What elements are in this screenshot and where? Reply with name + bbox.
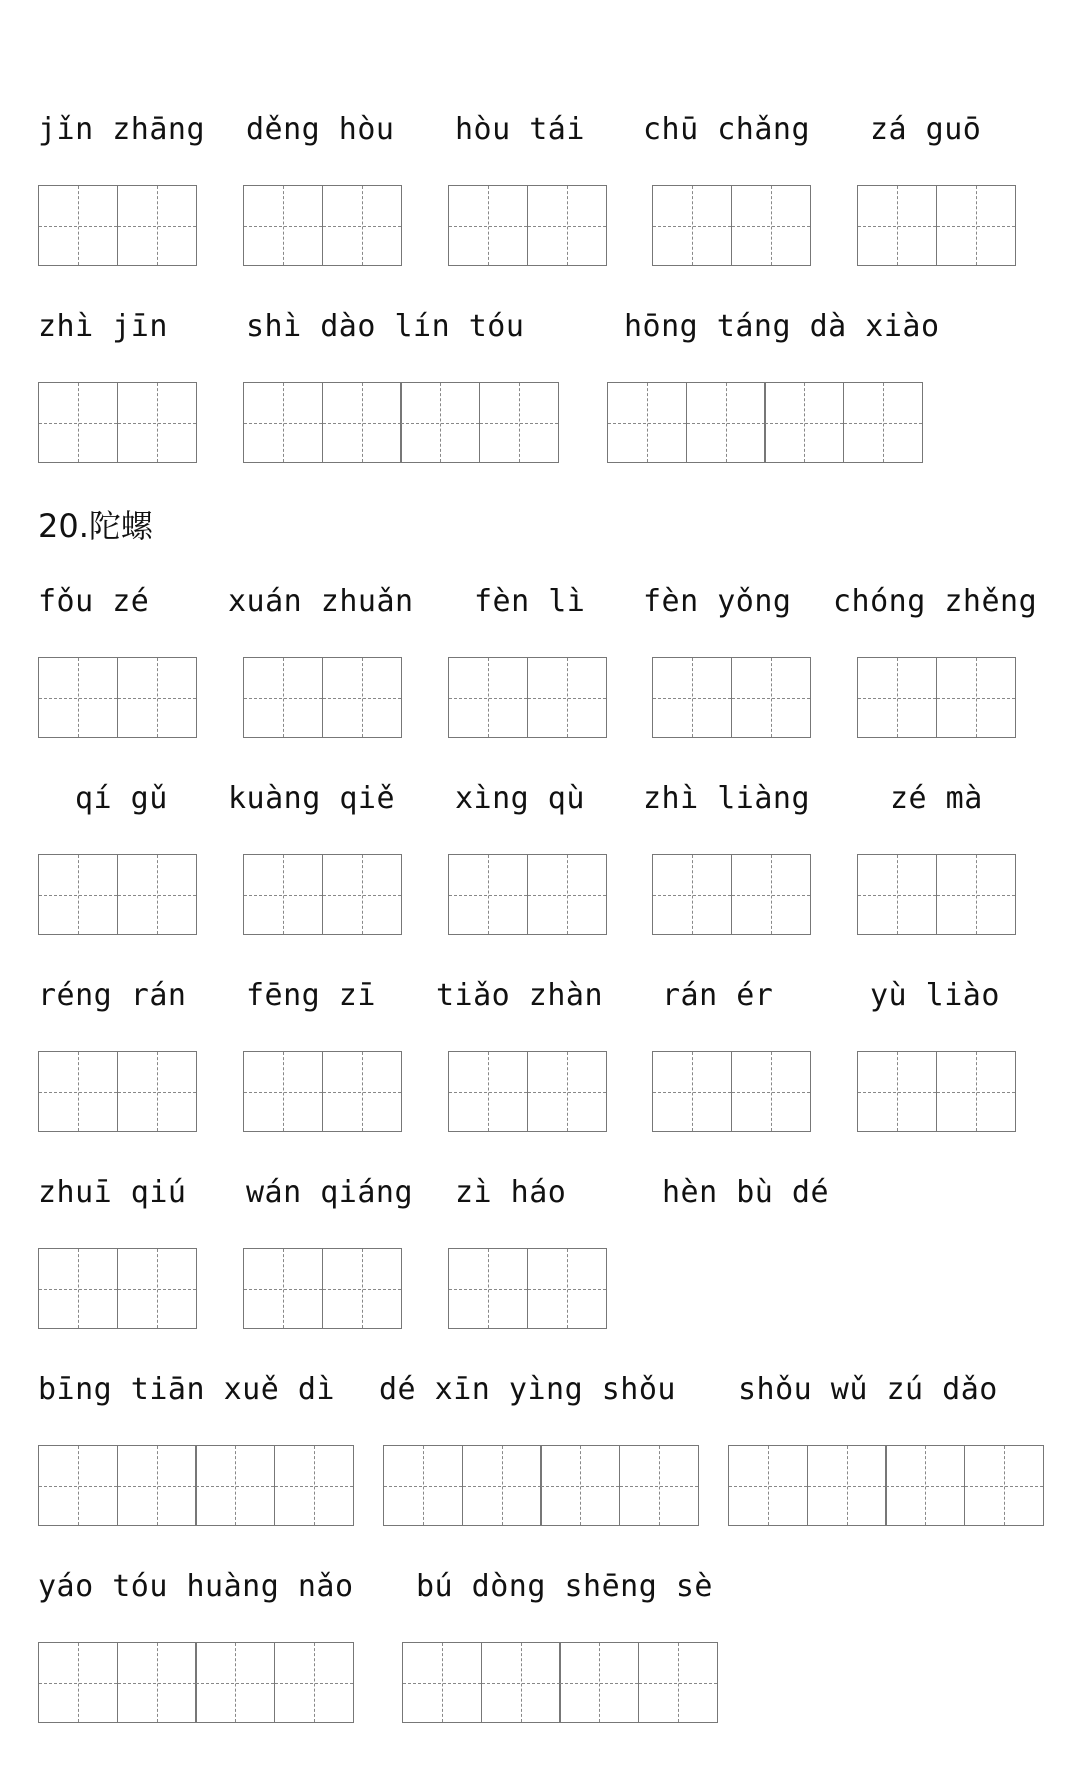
tianzige-cell[interactable] [527, 185, 607, 266]
writing-grid [448, 1248, 607, 1329]
tianzige-cell[interactable] [117, 1642, 197, 1723]
pinyin-label: chóng zhěng [833, 584, 1038, 619]
tianzige-cell[interactable] [448, 657, 528, 738]
tianzige-cell[interactable] [38, 1445, 118, 1526]
tianzige-cell[interactable] [731, 1051, 811, 1132]
pinyin-label: zá guō [870, 112, 982, 147]
writing-grid [652, 854, 811, 935]
tianzige-cell[interactable] [274, 1642, 354, 1723]
tianzige-cell[interactable] [117, 1051, 197, 1132]
tianzige-cell[interactable] [117, 382, 197, 463]
tianzige-cell[interactable] [936, 854, 1016, 935]
tianzige-cell[interactable] [481, 1642, 561, 1723]
pinyin-label: jǐn zhāng [38, 112, 206, 147]
writing-grid [38, 657, 197, 738]
tianzige-cell[interactable] [728, 1445, 808, 1526]
pinyin-label: fèn yǒng [643, 584, 792, 619]
tianzige-cell[interactable] [448, 185, 528, 266]
writing-grid [652, 657, 811, 738]
tianzige-cell[interactable] [857, 185, 937, 266]
writing-grid [652, 185, 811, 266]
writing-grid [857, 185, 1016, 266]
section-title: 20.陀螺 [38, 507, 153, 545]
tianzige-cell[interactable] [243, 1051, 323, 1132]
pinyin-label: hèn bù dé [662, 1175, 830, 1210]
tianzige-cell[interactable] [843, 382, 923, 463]
pinyin-label: dé xīn yìng shǒu [379, 1372, 676, 1407]
tianzige-cell[interactable] [117, 1248, 197, 1329]
writing-grid [38, 1051, 197, 1132]
writing-grid [383, 1445, 699, 1526]
tianzige-cell[interactable] [38, 657, 118, 738]
tianzige-cell[interactable] [117, 185, 197, 266]
tianzige-cell[interactable] [731, 854, 811, 935]
tianzige-cell[interactable] [857, 854, 937, 935]
writing-grid [652, 1051, 811, 1132]
writing-grid [728, 1445, 1044, 1526]
writing-grid [38, 854, 197, 935]
tianzige-cell[interactable] [448, 1248, 528, 1329]
pinyin-label: qí gǔ [75, 781, 168, 816]
pinyin-label: fèn lì [474, 584, 586, 619]
writing-grid [243, 854, 402, 935]
pinyin-label: fēng zī [246, 978, 376, 1013]
writing-grid [243, 185, 402, 266]
pinyin-label: hōng táng dà xiào [624, 309, 940, 344]
pinyin-label: wán qiáng [246, 1175, 414, 1210]
writing-grid [243, 1051, 402, 1132]
writing-grid [38, 382, 197, 463]
tianzige-cell[interactable] [652, 657, 732, 738]
tianzige-cell[interactable] [243, 382, 323, 463]
tianzige-cell[interactable] [243, 854, 323, 935]
tianzige-cell[interactable] [195, 1445, 275, 1526]
tianzige-cell[interactable] [38, 1248, 118, 1329]
tianzige-cell[interactable] [652, 1051, 732, 1132]
tianzige-cell[interactable] [764, 382, 844, 463]
pinyin-label: hòu tái [455, 112, 585, 147]
tianzige-cell[interactable] [38, 185, 118, 266]
tianzige-cell[interactable] [274, 1445, 354, 1526]
pinyin-label: kuàng qiě [228, 781, 396, 816]
pinyin-label: chū chǎng [643, 112, 811, 147]
tianzige-cell[interactable] [322, 1248, 402, 1329]
tianzige-cell[interactable] [402, 1642, 482, 1723]
pinyin-label: zhuī qiú [38, 1175, 187, 1210]
pinyin-label: děng hòu [246, 112, 395, 147]
writing-grid [448, 854, 607, 935]
tianzige-cell[interactable] [527, 854, 607, 935]
tianzige-cell[interactable] [559, 1642, 639, 1723]
writing-grid [402, 1642, 718, 1723]
writing-grid [857, 854, 1016, 935]
tianzige-cell[interactable] [686, 382, 766, 463]
tianzige-cell[interactable] [527, 657, 607, 738]
tianzige-cell[interactable] [117, 1445, 197, 1526]
tianzige-cell[interactable] [885, 1445, 965, 1526]
tianzige-cell[interactable] [243, 185, 323, 266]
tianzige-cell[interactable] [936, 185, 1016, 266]
pinyin-label: bú dòng shēng sè [416, 1569, 713, 1604]
pinyin-label: xuán zhuǎn [228, 584, 414, 619]
tianzige-cell[interactable] [195, 1642, 275, 1723]
pinyin-label: yù liào [870, 978, 1000, 1013]
pinyin-label: shì dào lín tóu [246, 309, 525, 344]
pinyin-label: yáo tóu huàng nǎo [38, 1569, 354, 1604]
tianzige-cell[interactable] [540, 1445, 620, 1526]
tianzige-cell[interactable] [479, 382, 559, 463]
tianzige-cell[interactable] [857, 1051, 937, 1132]
tianzige-cell[interactable] [117, 854, 197, 935]
pinyin-label: tiǎo zhàn [436, 978, 604, 1013]
writing-grid [38, 1445, 354, 1526]
tianzige-cell[interactable] [527, 1248, 607, 1329]
writing-grid [243, 657, 402, 738]
tianzige-cell[interactable] [964, 1445, 1044, 1526]
tianzige-cell[interactable] [448, 854, 528, 935]
tianzige-cell[interactable] [652, 854, 732, 935]
tianzige-cell[interactable] [619, 1445, 699, 1526]
tianzige-cell[interactable] [527, 1051, 607, 1132]
tianzige-cell[interactable] [38, 1051, 118, 1132]
tianzige-cell[interactable] [936, 657, 1016, 738]
tianzige-cell[interactable] [38, 854, 118, 935]
tianzige-cell[interactable] [243, 1248, 323, 1329]
writing-grid [243, 382, 559, 463]
pinyin-label: shǒu wǔ zú dǎo [738, 1372, 998, 1407]
pinyin-label: zé mà [890, 781, 983, 816]
pinyin-label: zhì liàng [643, 781, 811, 816]
tianzige-cell[interactable] [857, 657, 937, 738]
writing-grid [38, 185, 197, 266]
writing-grid [857, 657, 1016, 738]
writing-grid [607, 382, 923, 463]
tianzige-cell[interactable] [322, 185, 402, 266]
tianzige-cell[interactable] [322, 854, 402, 935]
writing-grid [448, 657, 607, 738]
tianzige-cell[interactable] [38, 382, 118, 463]
writing-grid [38, 1642, 354, 1723]
tianzige-cell[interactable] [38, 1642, 118, 1723]
pinyin-label: fǒu zé [38, 584, 150, 619]
tianzige-cell[interactable] [322, 657, 402, 738]
writing-grid [857, 1051, 1016, 1132]
tianzige-cell[interactable] [322, 382, 402, 463]
tianzige-cell[interactable] [400, 382, 480, 463]
tianzige-cell[interactable] [807, 1445, 887, 1526]
tianzige-cell[interactable] [462, 1445, 542, 1526]
tianzige-cell[interactable] [731, 657, 811, 738]
tianzige-cell[interactable] [322, 1051, 402, 1132]
pinyin-label: zì háo [455, 1175, 567, 1210]
tianzige-cell[interactable] [117, 657, 197, 738]
writing-grid [448, 185, 607, 266]
tianzige-cell[interactable] [448, 1051, 528, 1132]
writing-grid [38, 1248, 197, 1329]
pinyin-label: bīng tiān xuě dì [38, 1372, 335, 1407]
pinyin-label: zhì jīn [38, 309, 168, 344]
pinyin-label: rán ér [662, 978, 774, 1013]
tianzige-cell[interactable] [731, 185, 811, 266]
pinyin-label: xìng qù [455, 781, 585, 816]
tianzige-cell[interactable] [243, 657, 323, 738]
pinyin-label: réng rán [38, 978, 187, 1013]
tianzige-cell[interactable] [638, 1642, 718, 1723]
tianzige-cell[interactable] [383, 1445, 463, 1526]
writing-grid [448, 1051, 607, 1132]
tianzige-cell[interactable] [936, 1051, 1016, 1132]
writing-grid [243, 1248, 402, 1329]
tianzige-cell[interactable] [607, 382, 687, 463]
tianzige-cell[interactable] [652, 185, 732, 266]
